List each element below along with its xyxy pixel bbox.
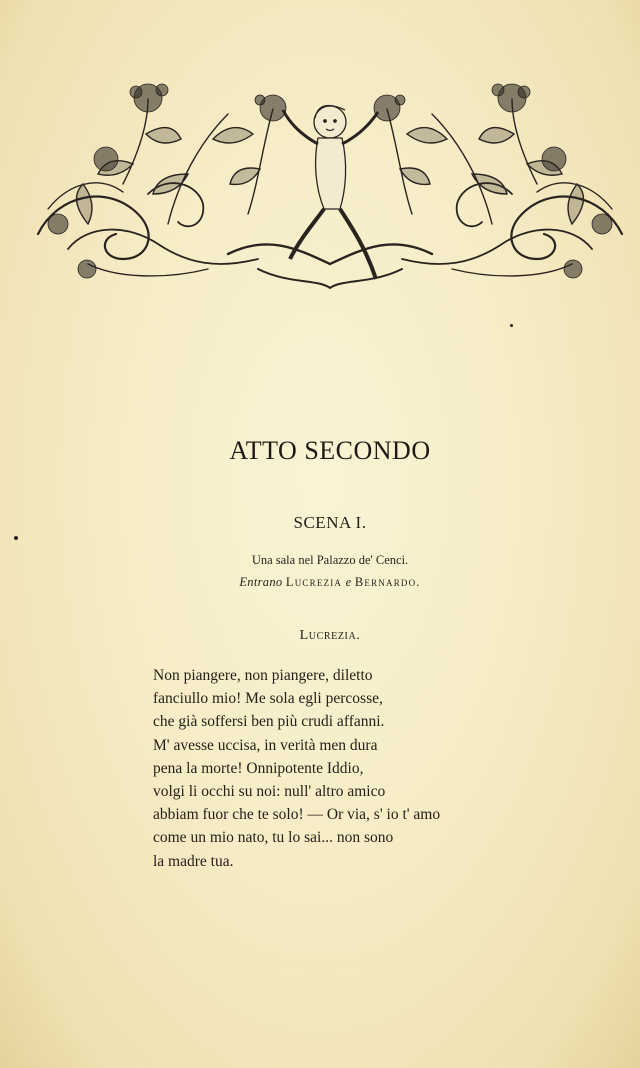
ink-speck [14, 536, 18, 540]
character-name-bernardo: Bernardo. [354, 575, 421, 589]
scene-title: SCENA I. [293, 513, 367, 532]
ink-speck [510, 324, 513, 327]
verse-block [153, 664, 573, 873]
verse-line: la madre tua. [153, 852, 234, 870]
verse-line: abbiam fuor che te solo! — Or via, s' io t' amo [153, 806, 441, 824]
ornamental-headpiece [28, 74, 632, 300]
scene-setting: Una sala nel Palazzo de' Cenci. [251, 553, 409, 567]
verse-line: M' avesse uccisa, in verità men dura [153, 736, 378, 754]
stage-direction [0, 575, 640, 590]
cherub-foliage-illustration [28, 74, 632, 300]
character-name-lucrezia: Lucrezia [285, 575, 343, 589]
verse-line: volgi li occhi su noi: null' altro amico [153, 783, 386, 801]
verse-line: pena la morte! Onnipotente Iddio, [153, 759, 364, 777]
verse-line: fanciullo mio! Me sola egli percosse, [153, 690, 383, 708]
verse-line: come un mio nato, tu lo sai... non sono [153, 829, 394, 847]
verse-line: che già soffersi ben più crudi affanni. [153, 713, 385, 731]
speaker-name: Lucrezia. [299, 628, 361, 643]
stage-direction-conjunction: e [345, 575, 352, 589]
verse-line: Non piangere, non piangere, diletto [153, 667, 373, 684]
act-title: ATTO SECONDO [229, 436, 431, 465]
stage-direction-verb: Entrano [239, 575, 283, 589]
